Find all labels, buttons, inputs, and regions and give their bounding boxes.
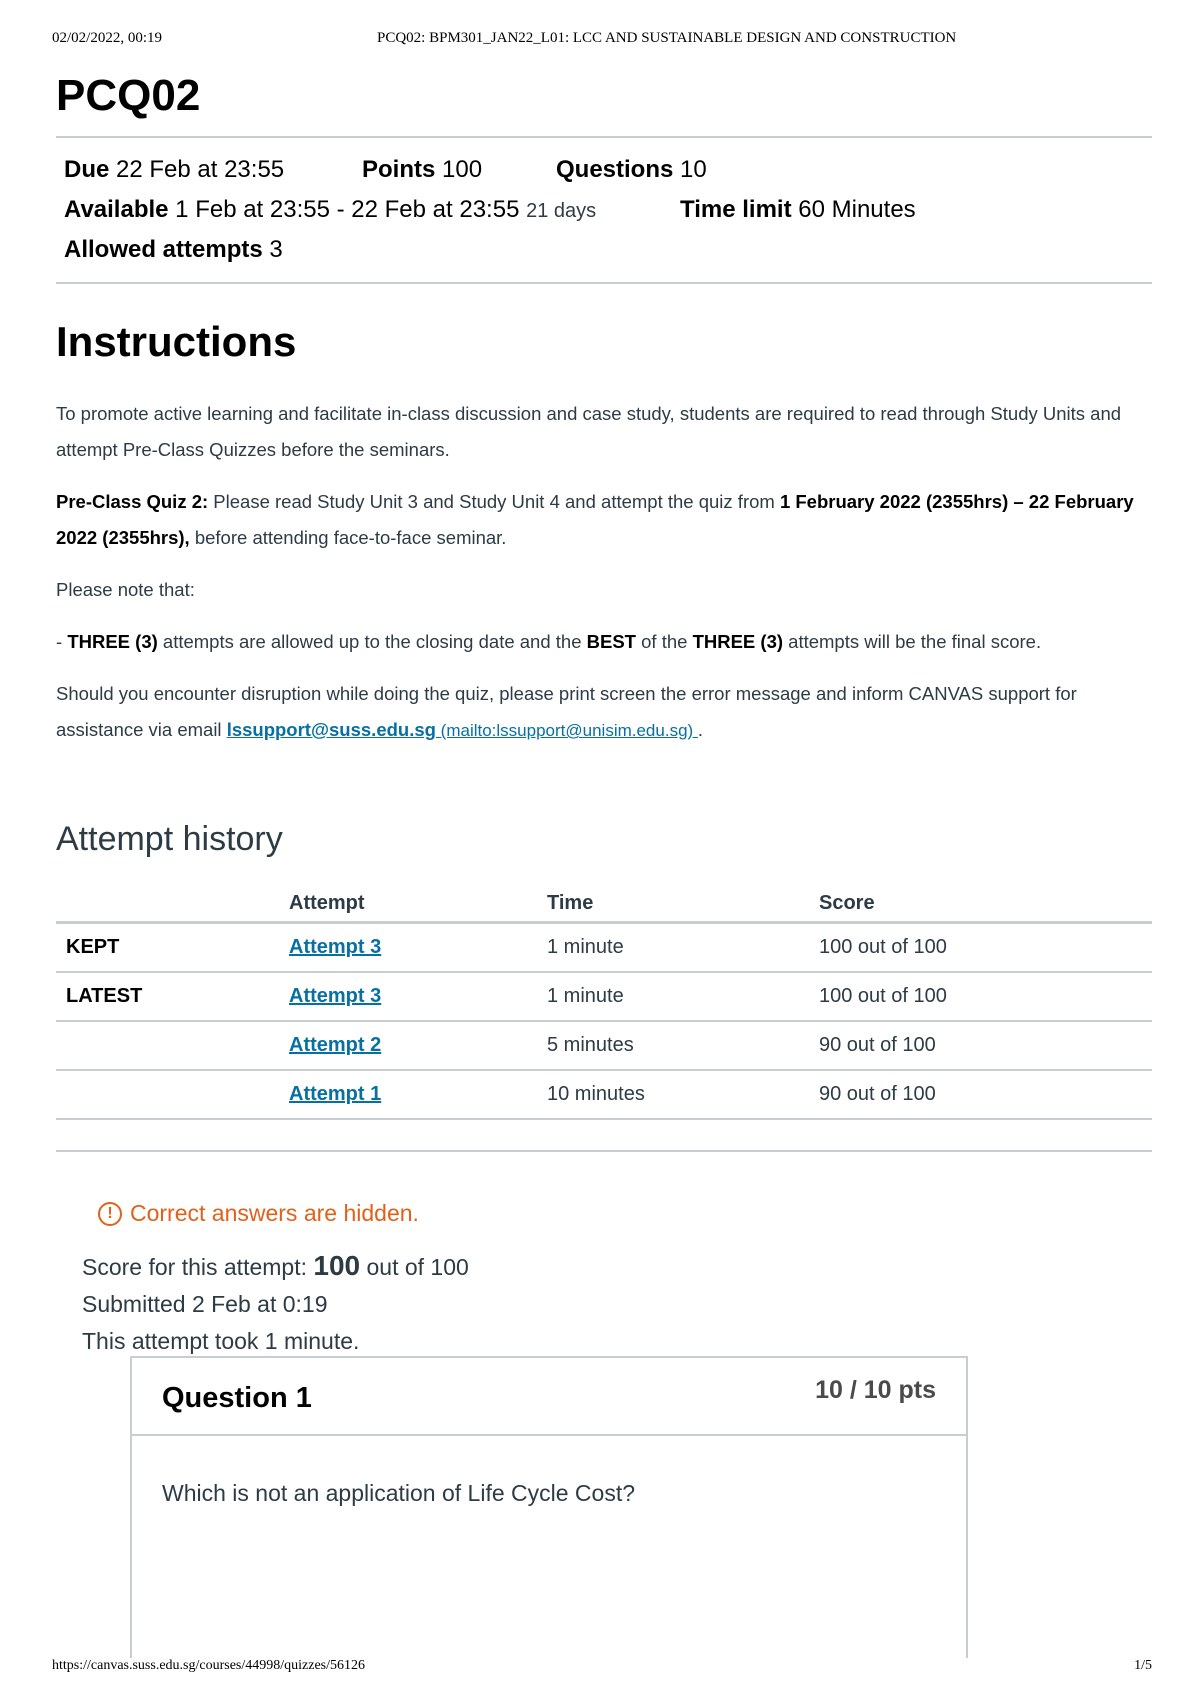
quiz-details-row-1: [64, 150, 1152, 190]
instructions-paragraph: [56, 676, 1152, 749]
quiz-details-row-2: [64, 190, 1152, 230]
column-header: Attempt: [279, 885, 537, 923]
alert-text: Correct answers are hidden.: [130, 1200, 419, 1226]
available-info: [64, 190, 596, 231]
attempt-time: 1 minute: [537, 972, 809, 1021]
points-value: 100: [442, 156, 483, 183]
table-row: [56, 972, 1152, 1021]
support-mailto-link[interactable]: (mailto:lssupport@unisim.edu.sg): [435, 721, 698, 740]
warning-icon: !: [98, 1202, 122, 1226]
available-value: 1 Feb at 23:55 - 22 Feb at 23:55: [175, 196, 520, 223]
attempt-duration: This attempt took 1 minute.: [82, 1328, 360, 1354]
question-title: Question 1: [162, 1382, 312, 1414]
time-limit-info: [680, 190, 916, 230]
instructions-text: Should you encounter disruption while doing the quiz, please print screen the error message and inform CANVAS support for assistance via email: [56, 683, 1077, 740]
question-card: [130, 1356, 968, 1658]
attempt-score: 90 out of 100: [809, 1070, 1152, 1119]
emphasis: THREE (3): [67, 631, 158, 652]
support-email-link[interactable]: lssupport@suss.edu.sg: [226, 719, 436, 740]
attempt-history-table: [56, 885, 1152, 1120]
instructions-text: Please read Study Unit 3 and Study Unit 4 and attempt the quiz from: [208, 491, 780, 512]
divider: [56, 282, 1152, 284]
attempt-time: 10 minutes: [537, 1070, 809, 1119]
attempt-score-value: 100: [313, 1250, 361, 1281]
available-days: 21 days: [526, 200, 597, 222]
instructions-text: of the: [635, 631, 693, 652]
column-header: Score: [809, 885, 1152, 923]
time-limit-value: 60 Minutes: [798, 196, 916, 223]
attempt-cell: [279, 972, 537, 1021]
attempt-time: 5 minutes: [537, 1021, 809, 1070]
instructions-text: before attending face-to-face seminar.: [189, 527, 507, 548]
column-header: Time: [537, 885, 809, 923]
quiz-label: Pre-Class Quiz 2:: [56, 491, 209, 512]
attempt-cell: [279, 1070, 537, 1119]
attempt-status: [56, 1070, 279, 1119]
attempts-label: Allowed attempts: [64, 236, 263, 263]
points-info: [362, 150, 482, 190]
table-row: [56, 1070, 1152, 1119]
print-date: 02/02/2022, 00:19: [52, 30, 163, 46]
page-number: 1/5: [1134, 1658, 1152, 1673]
column-header: [56, 885, 279, 923]
divider: [56, 1150, 1152, 1152]
attempt-link[interactable]: Attempt 3: [289, 985, 382, 1007]
question-points: 10 / 10 pts: [815, 1376, 936, 1404]
question-text: Which is not an application of Life Cycle Cost?: [162, 1480, 636, 1506]
submitted-time: Submitted 2 Feb at 0:19: [82, 1291, 328, 1317]
table-header-row: [56, 885, 1152, 923]
instructions-text: .: [697, 719, 704, 740]
emphasis: BEST: [586, 631, 636, 652]
table-row: [56, 923, 1152, 973]
attempt-cell: [279, 923, 537, 973]
time-limit-label: Time limit: [680, 196, 792, 223]
due-label: Due: [64, 156, 110, 183]
quiz-window: 1 February 2022 (2355hrs) – 22 February 2022 (2355hrs),: [56, 491, 1134, 548]
questions-info: [556, 150, 707, 190]
attempt-cell: [279, 1021, 537, 1070]
attempt-summary: [82, 1247, 1152, 1360]
print-url: https://canvas.suss.edu.sg/courses/44998/quizzes/56126: [52, 1658, 366, 1673]
attempt-status: LATEST: [56, 972, 279, 1021]
instructions-paragraph: To promote active learning and facilitate in-class discussion and case study, students are required to read through Study Units and attempt Pre-Class Quizzes before the seminars.: [56, 403, 1122, 460]
attempt-score: 100 out of 100: [809, 923, 1152, 973]
due-value: 22 Feb at 23:55: [116, 156, 285, 183]
quiz-content: [56, 60, 1152, 1360]
attempt-score: 90 out of 100: [809, 1021, 1152, 1070]
attempt-status: [56, 1021, 279, 1070]
points-label: Points: [362, 156, 436, 183]
table-row: [56, 1021, 1152, 1070]
print-document-title: PCQ02: BPM301_JAN22_L01: LCC AND SUSTAINABLE DESIGN AND CONSTRUCTION: [377, 30, 957, 46]
attempt-status: KEPT: [56, 923, 279, 973]
attempt-link[interactable]: Attempt 2: [289, 1034, 382, 1056]
score-suffix: out of 100: [360, 1254, 469, 1280]
attempt-time: 1 minute: [537, 923, 809, 973]
instructions-text: -: [56, 631, 68, 652]
instructions-paragraph: Please note that:: [56, 579, 195, 600]
attempts-value: 3: [269, 236, 283, 263]
instructions-text: attempts will be the final score.: [783, 631, 1042, 652]
attempt-history-heading: Attempt history: [56, 820, 283, 858]
attempt-score: 100 out of 100: [809, 972, 1152, 1021]
quiz-details: [56, 138, 1152, 282]
available-label: Available: [64, 196, 169, 223]
answers-hidden-alert: [98, 1200, 1152, 1227]
instructions-paragraph: [56, 624, 1152, 660]
questions-value: 10: [680, 156, 707, 183]
quiz-details-row-3: [64, 230, 1152, 270]
questions-label: Questions: [556, 156, 674, 183]
instructions-text: attempts are allowed up to the closing date and the: [157, 631, 587, 652]
attempt-score-line: [82, 1247, 1152, 1286]
instructions-paragraph: [56, 484, 1152, 556]
due-info: [64, 150, 284, 190]
attempt-link[interactable]: Attempt 1: [289, 1083, 382, 1105]
emphasis: THREE (3): [692, 631, 784, 652]
score-prefix: Score for this attempt:: [82, 1254, 314, 1280]
attempts-info: [64, 230, 283, 270]
question-header: [132, 1358, 966, 1436]
quiz-title: PCQ02: [56, 71, 201, 120]
instructions-heading: Instructions: [56, 318, 297, 365]
attempt-link[interactable]: Attempt 3: [289, 936, 382, 958]
